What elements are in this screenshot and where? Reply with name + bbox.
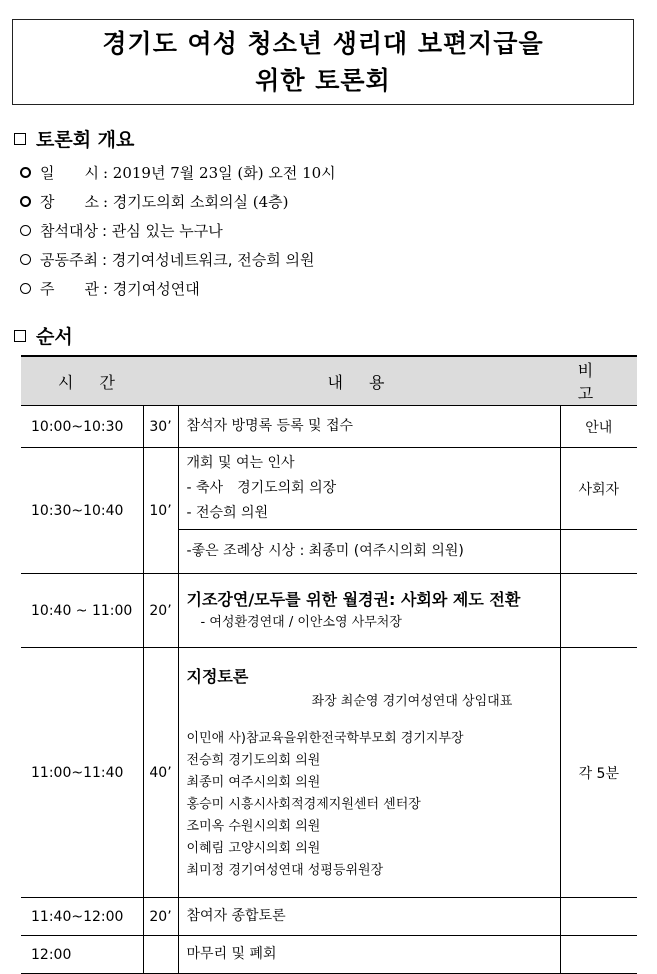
table-row (21, 648, 637, 898)
row-content: 참석자 방명록 등록 및 접수 (178, 406, 560, 448)
row-duration (143, 936, 178, 974)
panelist: 최미정 경기여성연대 성평등위원장 (186, 862, 384, 878)
overview-list (20, 158, 336, 303)
circle-bullet-icon (20, 225, 31, 236)
row-duration: 40’ (143, 648, 178, 898)
panel-chair: 좌장 최순영 경기여성연대 상임대표 (311, 693, 513, 709)
row-duration: 20’ (143, 574, 178, 648)
panel-title: 지정토론 (186, 666, 249, 686)
content-line: - 축사 경기도의회 의장 (186, 480, 337, 496)
title-box (12, 19, 634, 105)
table-row (21, 936, 637, 974)
panelist: 이민애 사)참교육을위한전국학부모회 경기지부장 (186, 730, 464, 746)
row-note (560, 574, 637, 648)
overview-label: 주 관 (40, 280, 99, 298)
overview-label: 장 소 (40, 193, 99, 211)
table-header-row (21, 356, 637, 406)
panelist: 홍승미 시흥시사회적경제지원센터 센터장 (186, 796, 421, 812)
row-time: 11:00~11:40 (21, 648, 143, 898)
spacer (187, 714, 560, 728)
program-table (21, 355, 637, 974)
header-note: 비고 (560, 356, 637, 406)
row-note: 사회자 (560, 448, 637, 530)
content-line: - 전승희 의원 (186, 505, 269, 521)
program-heading-text: 순서 (36, 326, 73, 348)
overview-label: 참석대상 (40, 222, 98, 240)
row-duration: 20’ (143, 898, 178, 936)
row-note: 안내 (560, 406, 637, 448)
header-time: 시간 (21, 356, 178, 406)
circle-bullet-icon (20, 167, 31, 178)
overview-label: 공동주최 (40, 251, 98, 269)
panelist: 전승희 경기도의회 의원 (186, 752, 321, 768)
row-note (560, 936, 637, 974)
overview-value: : 경기여성네트워크, 전승희 의원 (101, 251, 315, 269)
header-content: 내용 (178, 356, 560, 406)
overview-value: : 관심 있는 누구나 (101, 222, 223, 240)
row-time: 10:30~10:40 (21, 448, 143, 574)
circle-bullet-icon (20, 283, 31, 294)
overview-label: 일 시 (40, 164, 99, 182)
overview-value: : 경기도의회 소회의실 (4층) (102, 193, 289, 211)
panelist: 이혜림 고양시의회 의원 (186, 840, 321, 856)
program-heading (14, 322, 73, 349)
row-time: 12:00 (21, 936, 143, 974)
row-duration: 10’ (143, 448, 178, 574)
overview-heading-text: 토론회 개요 (36, 129, 135, 151)
square-bullet-icon (14, 133, 26, 145)
row-content (178, 448, 560, 530)
overview-item-attendees (20, 216, 336, 245)
table-row (21, 898, 637, 936)
overview-heading (14, 125, 134, 152)
overview-item-date (20, 158, 336, 187)
keynote-title: 기조강연/모두를 위한 월경권: 사회와 제도 전환 (186, 590, 521, 609)
table-row (21, 406, 637, 448)
overview-value: : 경기여성연대 (102, 280, 200, 298)
row-time: 10:40 ~ 11:00 (21, 574, 143, 648)
title-line-2: 위한 토론회 (255, 66, 391, 95)
keynote-speaker: - 여성환경연대 / 이안소영 사무처장 (200, 615, 402, 630)
overview-item-organizer (20, 274, 336, 303)
row-time: 11:40~12:00 (21, 898, 143, 936)
panelist: 최종미 여주시의회 의원 (186, 774, 321, 790)
row-time: 10:00~10:30 (21, 406, 143, 448)
row-duration: 30’ (143, 406, 178, 448)
panelist: 조미옥 수원시의회 의원 (186, 818, 321, 834)
row-content: 마무리 및 폐회 (178, 936, 560, 974)
row-note-empty (560, 530, 637, 574)
row-content-sub: -좋은 조례상 시상 : 최종미 (여주시의회 의원) (178, 530, 560, 574)
circle-bullet-icon (20, 254, 31, 265)
overview-item-cohosts (20, 245, 336, 274)
table-row (21, 574, 637, 648)
row-content (178, 648, 560, 898)
row-content (178, 574, 560, 648)
overview-item-place (20, 187, 336, 216)
row-note: 각 5분 (560, 648, 637, 898)
row-note (560, 898, 637, 936)
table-row (21, 448, 637, 530)
title-line-1: 경기도 여성 청소년 생리대 보편지급을 (102, 29, 544, 58)
content-line: 개회 및 여는 인사 (186, 455, 295, 471)
circle-bullet-icon (20, 196, 31, 207)
overview-value: : 2019년 7월 23일 (화) 오전 10시 (102, 164, 336, 182)
square-bullet-icon (14, 330, 26, 342)
row-content: 참여자 종합토론 (178, 898, 560, 936)
